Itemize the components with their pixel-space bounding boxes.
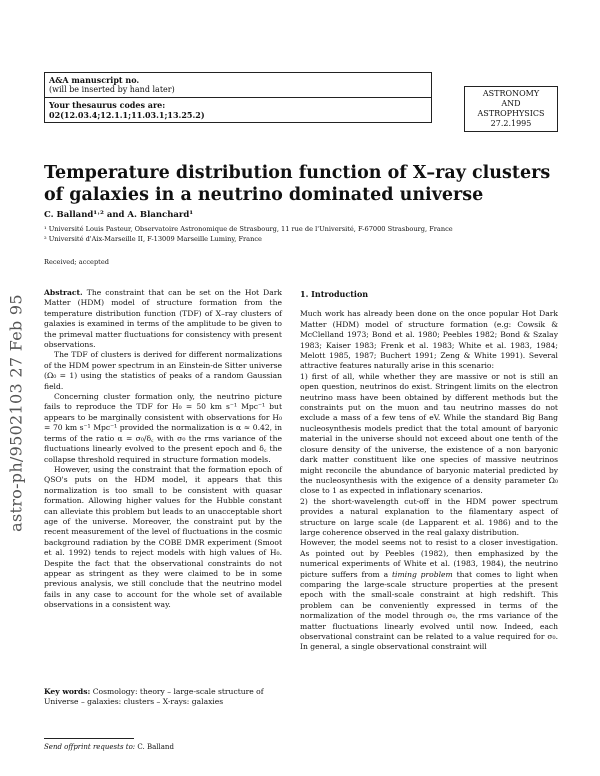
- thesaurus-label: Your thesaurus codes are:: [49, 100, 166, 110]
- abstract-p1: The constraint that can be set on the Hot Dark Matter (HDM) model of structure formation from the temperature distribution function (TDF) of X–ray clusters of galaxies is examined in terms of the amplitude to be given to the primeval matter fluctuations for consistency with present observations.: [44, 288, 282, 350]
- offprint-note: [44, 743, 174, 751]
- intro-p3: 2) the short-wavelength cut-off in the HDM power spectrum provides a natural explanation to the filamentary aspect of structure on large scale (de Lapparent et al. 1986) and to the large coherence observed in the real galaxy distribution.: [300, 496, 558, 537]
- intro-p4-end: that comes to light when comparing the large-scale structure properties at the present epoch with the small-scale constraint at high redshift. This problem can be conveniently expressed in terms of the normalization of the model through σ₀, the rms variance of the matter fluctuations linearly evolved until now. Indeed, each observational constraint can be related to a value required for σ₀. In general, a single observational constraint will: [300, 569, 558, 652]
- abstract-label: Abstract.: [44, 288, 83, 297]
- offprint-label: Send offprint requests to:: [44, 743, 136, 751]
- offprint-name: C. Balland: [137, 743, 174, 751]
- manuscript-number: A&A manuscript no.: [49, 75, 140, 85]
- abstract-p4: However, using the constraint that the formation epoch of QSO's puts on the HDM model, it appears that this normalization is too small to be consistent with quasar formation. Allowing higher values for the Hubble constant can alleviate this problem but leads to an unacceptable short age of the universe. Moreover, the constraint put by the recent measurement of the level of fluctuations in the cosmic background radiation by the COBE DMR experiment (Smoot et al. 1992) tends to reject models with high values of H₀. Despite the fact that the observational constraints do not appear as stringent as they were claimed to be in some previous analysis, we still conclude that the neutrino model fails in any case to account for the whole set of available observations in a consistent way.: [44, 464, 282, 610]
- authors: C. Balland¹˒² and A. Blanchard¹: [44, 210, 194, 220]
- intro-p4: [300, 538, 558, 652]
- abstract-p3: Concerning cluster formation only, the neutrino picture fails to reproduce the TDF for H₀ = 50 km s⁻¹ Mpc⁻¹ but appears to be marginally consistent with observations for H₀ = 70 km s⁻¹ Mpc⁻¹ provided the normalization is α ≈ 0.42, in terms of the ratio α = σ₀/δ꜀ with σ₀ the rms variance of the fluctuations linearly evolved to the present epoch and δ꜀ the collapse threshold required in structure formation models.: [44, 392, 282, 464]
- manuscript-header-box: [44, 72, 432, 123]
- keywords-text: Cosmology: theory – large-scale structure of Universe – galaxies: clusters – X-rays: galaxies: [44, 687, 264, 706]
- received-line: Received; accepted: [44, 258, 109, 266]
- intro-p2: 1) first of all, while whether they are massive or not is still an open question, neutrinos do exist. Stringent limits on the electron neutrino mass have been obtained by different methods but the constraints put on the muon and tau neutrino masses do not exclude a mass of a few tens of eV. While the standard Big Bang nucleosynthesis models predict that the total amount of baryonic material in the universe should not exceed about one tenth of the closure density of the universe, the existence of a non baryonic dark matter constituent like one species of massive neutrinos might reconcile the abundance of baryonic material predicted by the nucleosynthesis with the exigence of a density parameter Ω₀ close to 1 as expected in inflationary scenarios.: [300, 371, 558, 496]
- introduction: [300, 288, 558, 653]
- intro-p4-start: However, the model seems not to resist to a closer investigation. As pointed out by Peebles (1982), then emphasized by the numerical experiments of White et al. (1983, 1984), the neutrino picture suffers from a: [300, 538, 558, 579]
- keywords-label: Key words:: [44, 687, 91, 696]
- abstract-p2: The TDF of clusters is derived for different normalizations of the HDM power spectrum in an Einstein-de Sitter universe (Ω₀ = 1) using the statistics of peaks of a random Gaussian field.: [44, 350, 282, 391]
- affiliation-1: ¹ Université Louis Pasteur, Observatoire Astronomique de Strasbourg, 11 rue de l'Université, F-67000 Strasbourg, France: [44, 225, 453, 233]
- abstract: [44, 288, 282, 611]
- inserted-note: (will be inserted by hand later): [49, 85, 175, 94]
- intro-p1: Much work has already been done on the once popular Hot Dark Matter (HDM) model of structure formation (e.g: Cowsik & McClelland 1973; Bond et al. 1980; Peebles 1982; Bond & Szalay 1983; Kaiser 1983; Frenk et al. 1983; White et al. 1983, 1984; Melott 1985, 1987; Buchert 1991; Zeng & White 1991). Several attractive features naturally arise in this scenario:: [300, 309, 558, 371]
- section-heading-introduction: 1. Introduction: [300, 289, 369, 299]
- thesaurus-codes: 02(12.03.4;12.1.1;11.03.1;13.25.2): [49, 110, 205, 120]
- journal-box: [464, 86, 558, 132]
- journal-line-3: ASTROPHYSICS: [477, 109, 545, 118]
- arxiv-stamp: [4, 258, 28, 568]
- intro-p4-emphasis: timing problem: [391, 569, 453, 579]
- journal-line-2: AND: [501, 99, 521, 108]
- journal-date: 27.2.1995: [490, 119, 532, 128]
- journal-line-1: ASTRONOMY: [482, 89, 540, 98]
- paper-title: Temperature distribution function of X–ray clusters of galaxies in a neutrino dominated universe: [44, 163, 551, 205]
- footnote-rule: [44, 738, 134, 739]
- keywords: [44, 687, 282, 707]
- arxiv-stamp-text: astro-ph/9502103 27 Feb 95: [6, 294, 26, 532]
- affiliation-2: ² Université d'Aix-Marseille II, F-13009 Marseille Luminy, France: [44, 235, 262, 243]
